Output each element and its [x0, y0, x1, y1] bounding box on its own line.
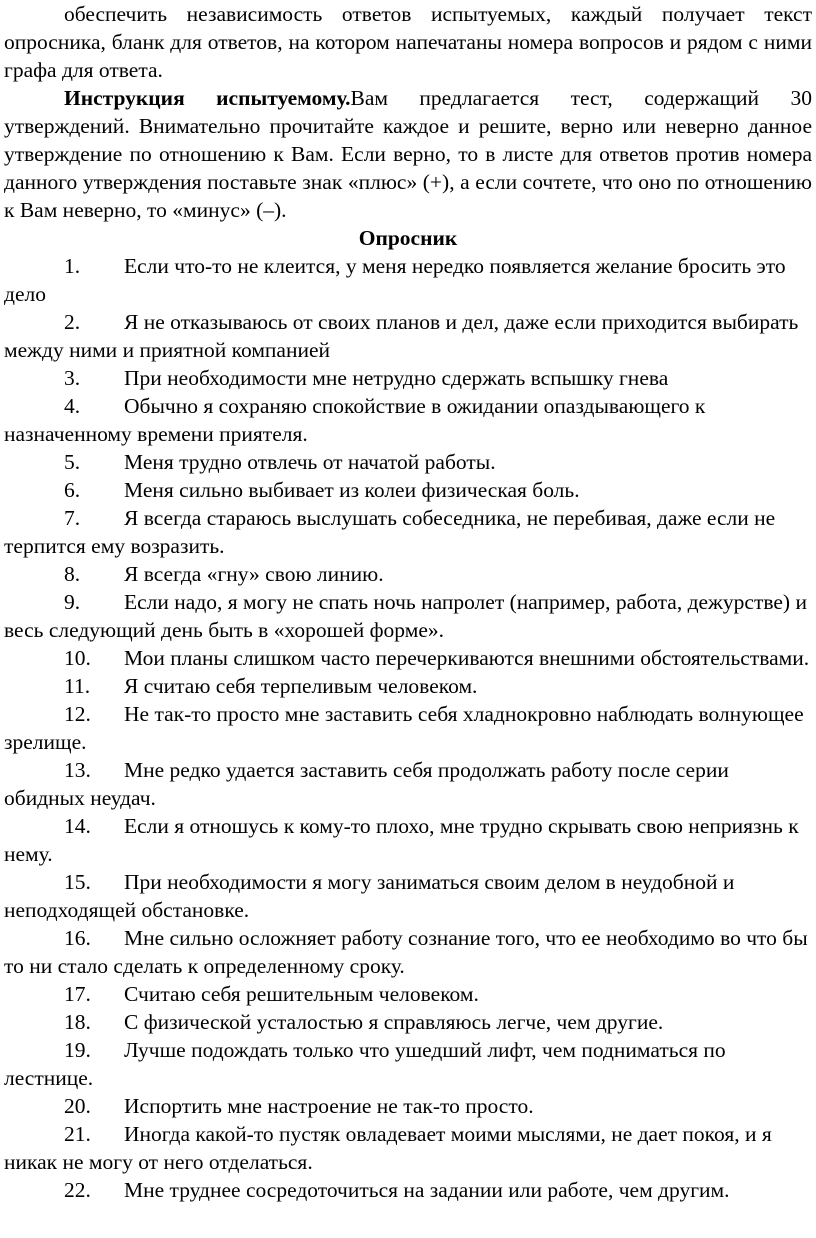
- item-text: Если надо, я могу не спать ночь напролет (например, работа, дежурстве) и весь следующий день быть в «хорошей форме».: [4, 590, 807, 642]
- item-text: Я не отказываюсь от своих планов и дел, даже если приходится выбирать между ними и приятной компанией: [4, 310, 799, 362]
- item-number: 2.: [64, 310, 81, 334]
- item-text: При необходимости мне нетрудно сдержать вспышку гнева: [124, 366, 669, 390]
- item-text: Не так-то просто мне заставить себя хладнокровно наблюдать волнующее зрелище.: [4, 702, 804, 754]
- item-text: Иногда какой-то пустяк овладевает моими мыслями, не дает покоя, и я никак не могу от него отделаться.: [4, 1122, 772, 1174]
- instruction-label: Инструкция испытуемому.: [64, 86, 351, 110]
- item-number: 19.: [64, 1038, 91, 1062]
- instruction-text: Вам предлагается тест, содержащий 30 утверждений. Внимательно прочитайте каждое и решите, верно или неверно данное утверждение по отношению к Вам. Если верно, то в листе для ответов против номера данного утверждения поставьте знак «плюс» (+), а если сочтете, что оно по отношению к Вам неверно, то «минус» (–).: [4, 86, 813, 222]
- item-number: 17.: [64, 982, 91, 1006]
- item-number: 16.: [64, 926, 91, 950]
- questionnaire-list: [4, 252, 812, 1204]
- list-item: [4, 1176, 812, 1204]
- list-item: [4, 924, 812, 980]
- item-number: 4.: [64, 394, 81, 418]
- list-item: [4, 476, 812, 504]
- item-text: Обычно я сохраняю спокойствие в ожидании опаздывающего к назначенному времени приятеля.: [4, 394, 706, 446]
- item-text: Я всегда стараюсь выслушать собеседника, не перебивая, даже если не терпится ему возразить.: [4, 506, 776, 558]
- item-number: 1.: [64, 254, 81, 278]
- list-item: [4, 392, 812, 448]
- list-item: [4, 812, 812, 868]
- item-text: Я всегда «гну» свою линию.: [124, 562, 384, 586]
- item-text: Мне труднее сосредоточиться на задании или работе, чем другим.: [124, 1178, 730, 1202]
- item-number: 11.: [64, 674, 91, 698]
- item-number: 14.: [64, 814, 91, 838]
- list-item: [4, 644, 812, 672]
- item-text: Мои планы слишком часто перечеркиваются внешними обстоятельствами.: [124, 646, 810, 670]
- list-item: [4, 252, 812, 308]
- item-text: Если я отношусь к кому-то плохо, мне трудно скрывать свою неприязнь к нему.: [4, 814, 799, 866]
- list-item: [4, 756, 812, 812]
- list-item: [4, 1008, 812, 1036]
- item-text: Я считаю себя терпеливым человеком.: [124, 674, 478, 698]
- list-item: [4, 672, 812, 700]
- list-item: [4, 980, 812, 1008]
- item-number: 9.: [64, 590, 81, 614]
- item-text: Меня трудно отвлечь от начатой работы.: [124, 450, 496, 474]
- list-item: [4, 1036, 812, 1092]
- item-number: 21.: [64, 1122, 91, 1146]
- list-item: [4, 868, 812, 924]
- instruction-paragraph: [4, 84, 812, 224]
- item-number: 12.: [64, 702, 91, 726]
- list-item: [4, 1120, 812, 1176]
- list-item: [4, 448, 812, 476]
- item-number: 6.: [64, 478, 81, 502]
- item-number: 8.: [64, 562, 81, 586]
- item-number: 3.: [64, 366, 81, 390]
- item-number: 15.: [64, 870, 91, 894]
- item-number: 5.: [64, 450, 81, 474]
- list-item: [4, 308, 812, 364]
- intro-paragraph: обеспечить независимость ответов испытуемых, каждый получает текст опросника, бланк для ответов, на котором напечатаны номера вопросов и рядом с ними графа для ответа.: [4, 2, 812, 82]
- questionnaire-title: Опросник: [358, 226, 458, 250]
- item-number: 18.: [64, 1010, 91, 1034]
- item-text: Считаю себя решительным человеком.: [124, 982, 479, 1006]
- item-text: Мне сильно осложняет работу сознание того, что ее необходимо во что бы то ни стало сделать к определенному сроку.: [4, 926, 808, 978]
- list-item: [4, 588, 812, 644]
- list-item: [4, 1092, 812, 1120]
- item-text: С физической усталостью я справляюсь легче, чем другие.: [124, 1010, 664, 1034]
- item-number: 7.: [64, 506, 81, 530]
- item-text: Лучше подождать только что ушедший лифт, чем подниматься по лестнице.: [4, 1038, 726, 1090]
- item-text: Испортить мне настроение не так-то просто.: [124, 1094, 534, 1118]
- list-item: [4, 700, 812, 756]
- item-number: 10.: [64, 646, 91, 670]
- list-item: [4, 504, 812, 560]
- item-number: 20.: [64, 1094, 91, 1118]
- item-number: 22.: [64, 1178, 91, 1202]
- item-text: При необходимости я могу заниматься своим делом в неудобной и неподходящей обстановке.: [4, 870, 735, 922]
- list-item: [4, 560, 812, 588]
- item-text: Если что-то не клеится, у меня нередко появляется желание бросить это дело: [4, 254, 786, 306]
- list-item: [4, 364, 812, 392]
- item-number: 13.: [64, 758, 91, 782]
- item-text: Меня сильно выбивает из колеи физическая боль.: [124, 478, 580, 502]
- item-text: Мне редко удается заставить себя продолжать работу после серии обидных неудач.: [4, 758, 729, 810]
